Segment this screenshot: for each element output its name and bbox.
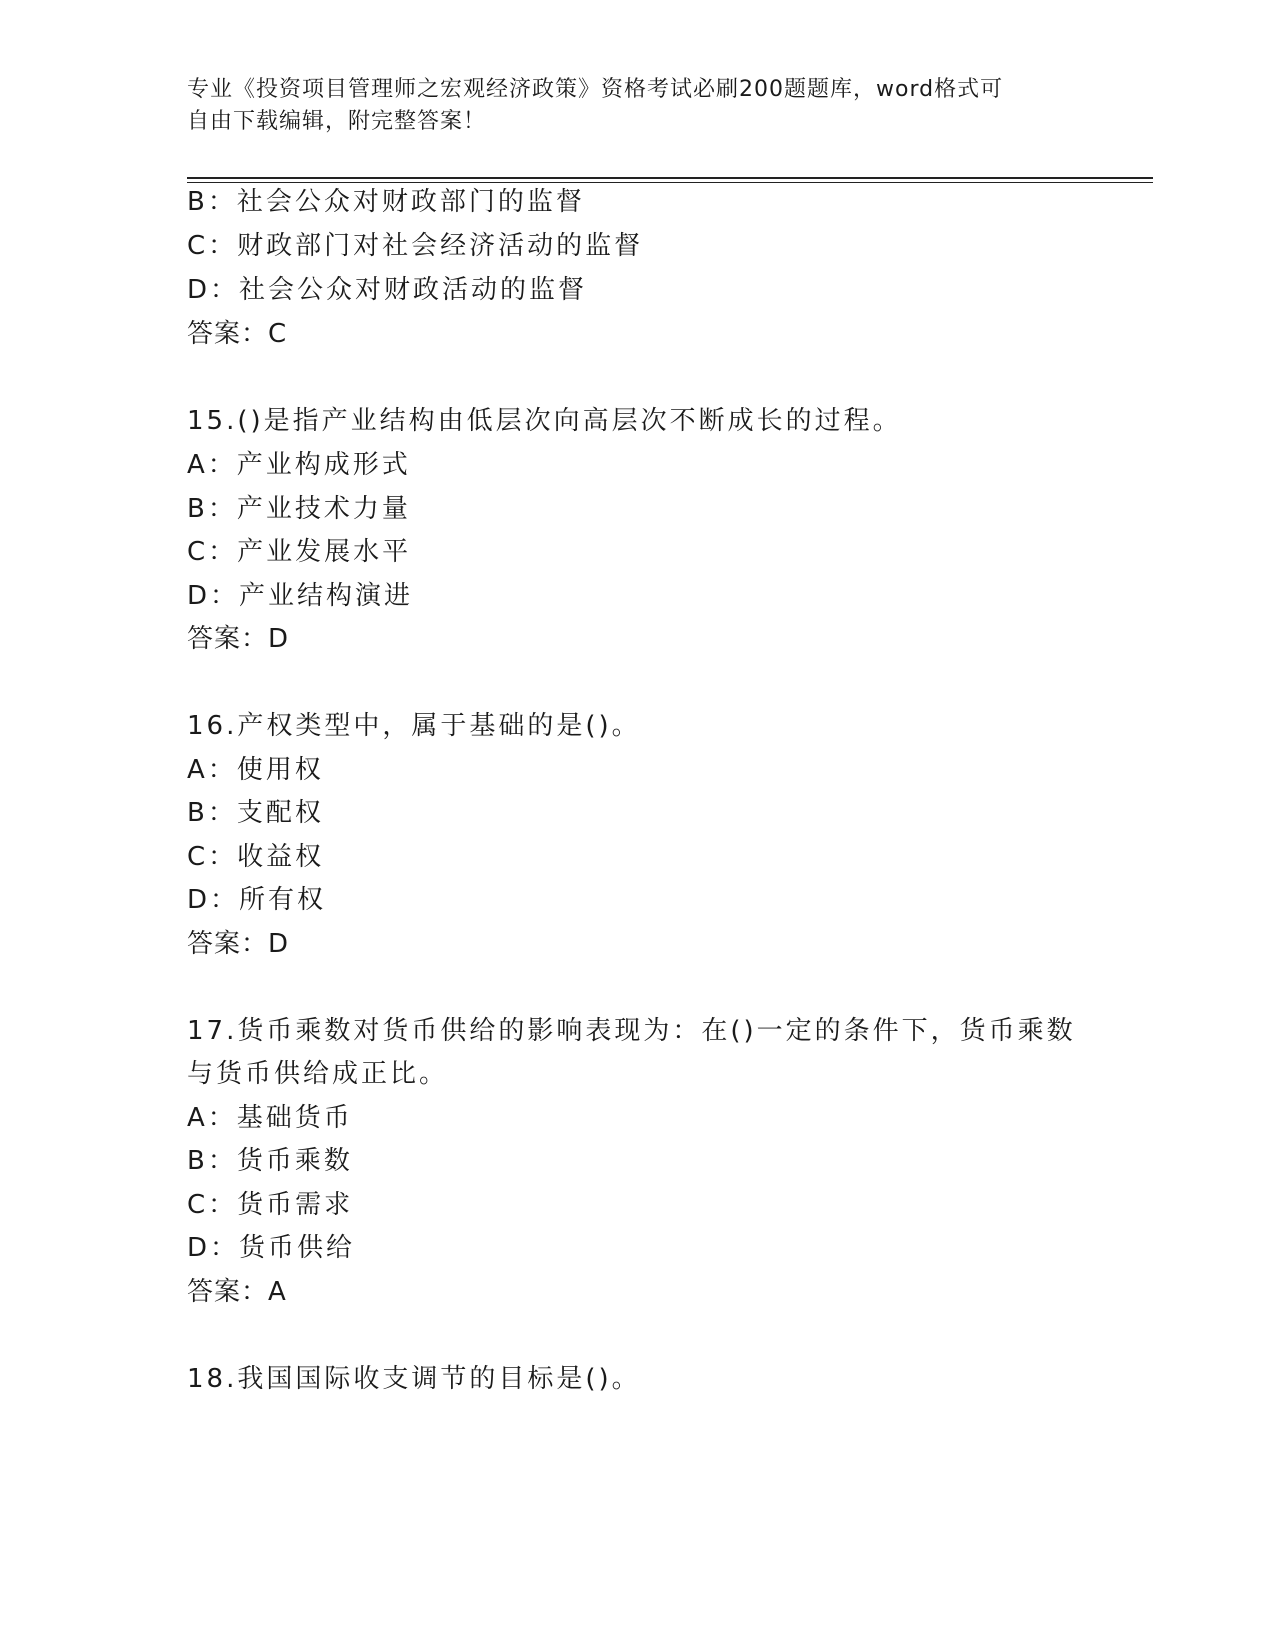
q14-option-d: D：社会公众对财政活动的监督 xyxy=(187,275,588,305)
header-line-1: 专业《投资项目管理师之宏观经济政策》资格考试必刷200题题库，word格式可 xyxy=(187,77,1004,102)
q18-question: 18.我国国际收支调节的目标是()。 xyxy=(187,1364,641,1394)
header-line-2: 自由下载编辑，附完整答案！ xyxy=(187,109,487,134)
q17-option-a: A：基础货币 xyxy=(187,1103,353,1133)
q16-answer: 答案：D xyxy=(187,929,290,959)
q14-option-b: B：社会公众对财政部门的监督 xyxy=(187,187,585,217)
q17-option-b: B：货币乘数 xyxy=(187,1146,353,1176)
q14-option-c: C：财政部门对社会经济活动的监督 xyxy=(187,231,644,261)
q17-question-line-1: 17.货币乘数对货币供给的影响表现为：在()一定的条件下，货币乘数 xyxy=(187,1016,1076,1046)
q15-option-a: A：产业构成形式 xyxy=(187,450,411,480)
q15-answer: 答案：D xyxy=(187,624,290,654)
header-divider-thick xyxy=(187,177,1153,179)
q15-option-d: D：产业结构演进 xyxy=(187,581,414,611)
document-header xyxy=(187,74,1087,138)
q17-answer: 答案：A xyxy=(187,1277,287,1307)
q15-option-b: B：产业技术力量 xyxy=(187,494,411,524)
q16-option-c: C：收益权 xyxy=(187,842,325,872)
q17-question-line-2: 与货币供给成正比。 xyxy=(187,1059,449,1089)
q15-question: 15.()是指产业结构由低层次向高层次不断成长的过程。 xyxy=(187,406,902,436)
q17-option-c: C：货币需求 xyxy=(187,1190,354,1220)
q17-option-d: D：货币供给 xyxy=(187,1233,356,1263)
q14-answer: 答案：C xyxy=(187,319,288,349)
q16-option-b: B：支配权 xyxy=(187,798,324,828)
q15-option-c: C：产业发展水平 xyxy=(187,537,412,567)
q16-question: 16.产权类型中，属于基础的是()。 xyxy=(187,711,641,741)
q16-option-d: D：所有权 xyxy=(187,885,327,915)
q16-option-a: A：使用权 xyxy=(187,755,324,785)
header-divider-thin xyxy=(187,182,1153,183)
